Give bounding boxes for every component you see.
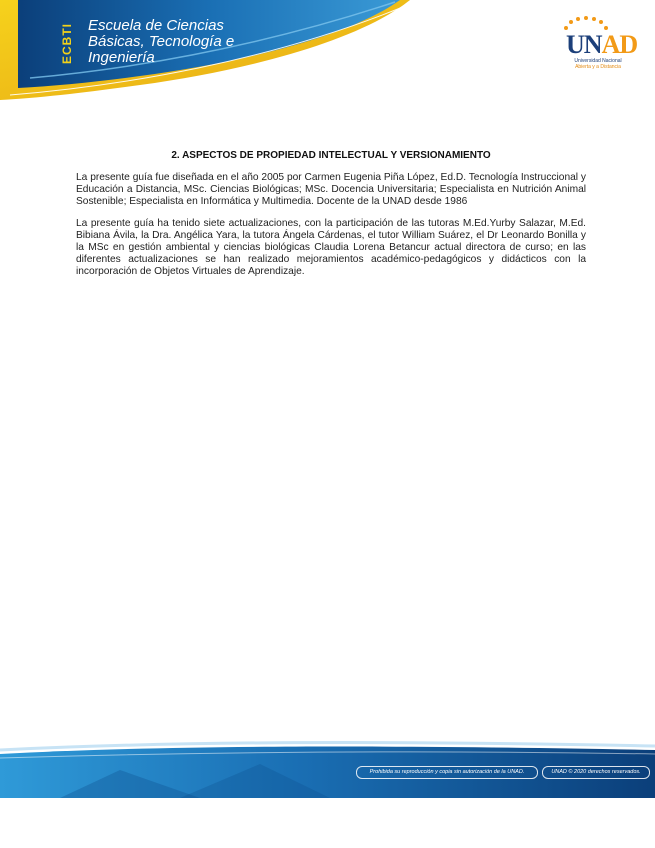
logo-subtitle-1: Universidad Nacional <box>574 58 622 64</box>
page-header <box>0 0 655 120</box>
logo-letters-ad: AD <box>601 30 638 59</box>
unad-logo <box>560 16 636 70</box>
logo-letter-u: U <box>566 30 584 59</box>
paragraph-authorship: La presente guía fue diseñada en el año 2005 por Carmen Eugenia Piña López, Ed.D. Tecnología Instruccional y Educación a Distancia, MSc. Ciencias Biológicas; MSc. Docencia Universitaria; Especialista en Nutrición Animal Sostenible; Especialista en Informática y Multimedia. Docente de la UNAD desde 1986 <box>76 172 586 207</box>
logo-letter-n: N <box>583 30 602 59</box>
page-footer <box>0 740 655 800</box>
document-body <box>76 150 586 288</box>
footer-notice: Prohibida su reproducción y copia sin autorización de la UNAD. <box>356 766 538 779</box>
paragraph-versioning: La presente guía ha tenido siete actualizaciones, con la participación de las tutoras M.Ed.Yurby Salazar, M.Ed. Bibiana Ávila, la Dra. Angélica Yara, la tutora Ángela Cárdenas, el tutor William Suárez, el Dr Leonardo Bonilla y la MSc en gestión ambiental y ciencias biológicas Claudia Lorena Betancur actual directora de curso; en las diferentes actualizaciones se han realizado mejoramientos académico-pedagógicos y didácticos con la incorporación de Objetos Virtuales de Aprendizaje. <box>76 218 586 277</box>
logo-wordmark <box>566 30 637 60</box>
logo-subtitle-2: Abierta y a Distancia <box>575 64 621 70</box>
section-heading: 2. ASPECTOS DE PROPIEDAD INTELECTUAL Y VERSIONAMIENTO <box>171 150 491 161</box>
school-name-line-3: Ingeniería <box>88 49 155 66</box>
school-name <box>88 18 234 66</box>
school-name-line-1: Escuela de Ciencias <box>88 17 224 34</box>
school-acronym: ECBTI <box>60 23 74 65</box>
school-name-line-2: Básicas, Tecnología e <box>88 33 235 50</box>
footer-copyright: UNAD © 2020 derechos reservados. <box>542 766 650 779</box>
